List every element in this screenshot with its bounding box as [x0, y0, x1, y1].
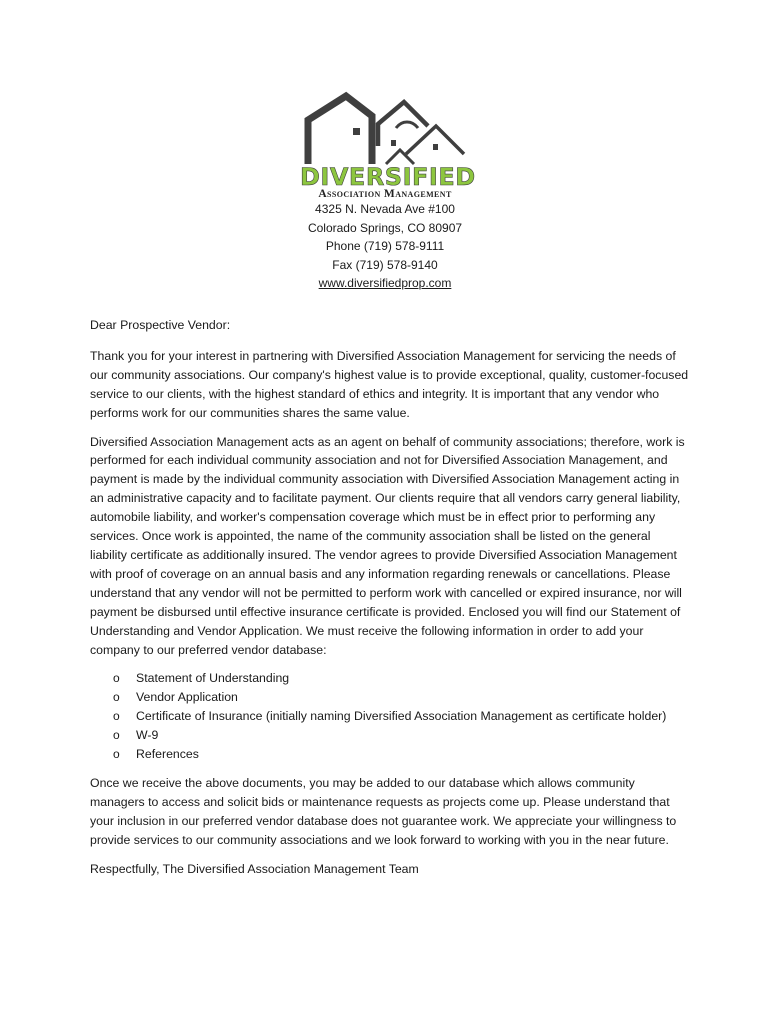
bullet-icon: o [113, 671, 120, 686]
address-phone: Phone (719) 578-9111 [325, 239, 445, 254]
paragraph-requirements: Diversified Association Management acts as an agent on behalf of community associations; therefore, work is performed for each individual community association and not for Diversified Association Management, and payment is made by the individual community association with Diversified Association Management acting in an administrative capacity and to facilitate payment. Our clients require that all vendors carry general liability, automobile liability, and worker's compensation coverage which must be in effect prior to performing any services. Once work is appointed, the name of the community association shall be listed on the general liability certificate as additionally insured. The vendor agrees to provide Diversified Association Management with proof of coverage on an annual basis and any information regarding renewals or cancellations. Please understand that any vendor will not be permitted to perform work with cancelled or expired insurance, nor will payment be disbursed until effective insurance certificate is provided. Enclosed you will find our Statement of Understanding and Vendor Application. We must receive the following information in order to add your company to our preferred vendor database: [90, 434, 685, 657]
bullet-icon: o [113, 690, 120, 705]
greeting: Dear Prospective Vendor: [90, 318, 231, 332]
list-item-label: Statement of Understanding [136, 671, 290, 686]
paragraph-closing: Once we receive the above documents, you may be added to our database which allows community managers to access and solicit bids or maintenance requests as projects come up. Please understand that your inclusion in our preferred vendor database does not guarantee work. We appreciate your willingness to provide services to our community associations and we look forward to working with you in the near future. [90, 775, 677, 847]
bullet-icon: o [113, 709, 120, 724]
address-street: 4325 N. Nevada Ave #100 [315, 202, 455, 216]
website-link[interactable]: www.diversifiedprop.com [318, 276, 452, 291]
letter-body [90, 316, 690, 888]
list-item [90, 726, 690, 745]
list-item-label: References [136, 747, 199, 762]
address-fax: Fax (719) 578-9140 [332, 257, 438, 272]
paragraph-intro: Thank you for your interest in partnering with Diversified Association Management for servicing the needs of our community associations. Our company's highest value is to provide exceptional, quality, customer-focused service to our clients, with the highest standard of ethics and integrity. It is important that any vendor who performs work for our communities shares the same value. [90, 348, 689, 420]
company-address [250, 200, 520, 293]
brand-name: DIVERSIFIED [300, 163, 476, 191]
address-city: Colorado Springs, CO 80907 [307, 220, 463, 235]
bullet-icon: o [113, 728, 120, 743]
bullet-icon: o [113, 747, 120, 762]
list-item [90, 688, 690, 707]
list-item-label: Vendor Application [136, 690, 238, 705]
list-item-label: Certificate of Insurance (initially naming Diversified Association Management as certificate holder) [136, 709, 667, 724]
list-item [90, 745, 690, 764]
signoff: Respectfully, The Diversified Association Management Team [90, 861, 419, 876]
list-item-label: W-9 [136, 728, 159, 743]
required-documents-list [90, 669, 690, 764]
brand-subtitle: Association Management [318, 188, 452, 200]
list-item [90, 707, 690, 726]
list-item [90, 669, 690, 688]
houses-logo-icon [300, 90, 470, 170]
